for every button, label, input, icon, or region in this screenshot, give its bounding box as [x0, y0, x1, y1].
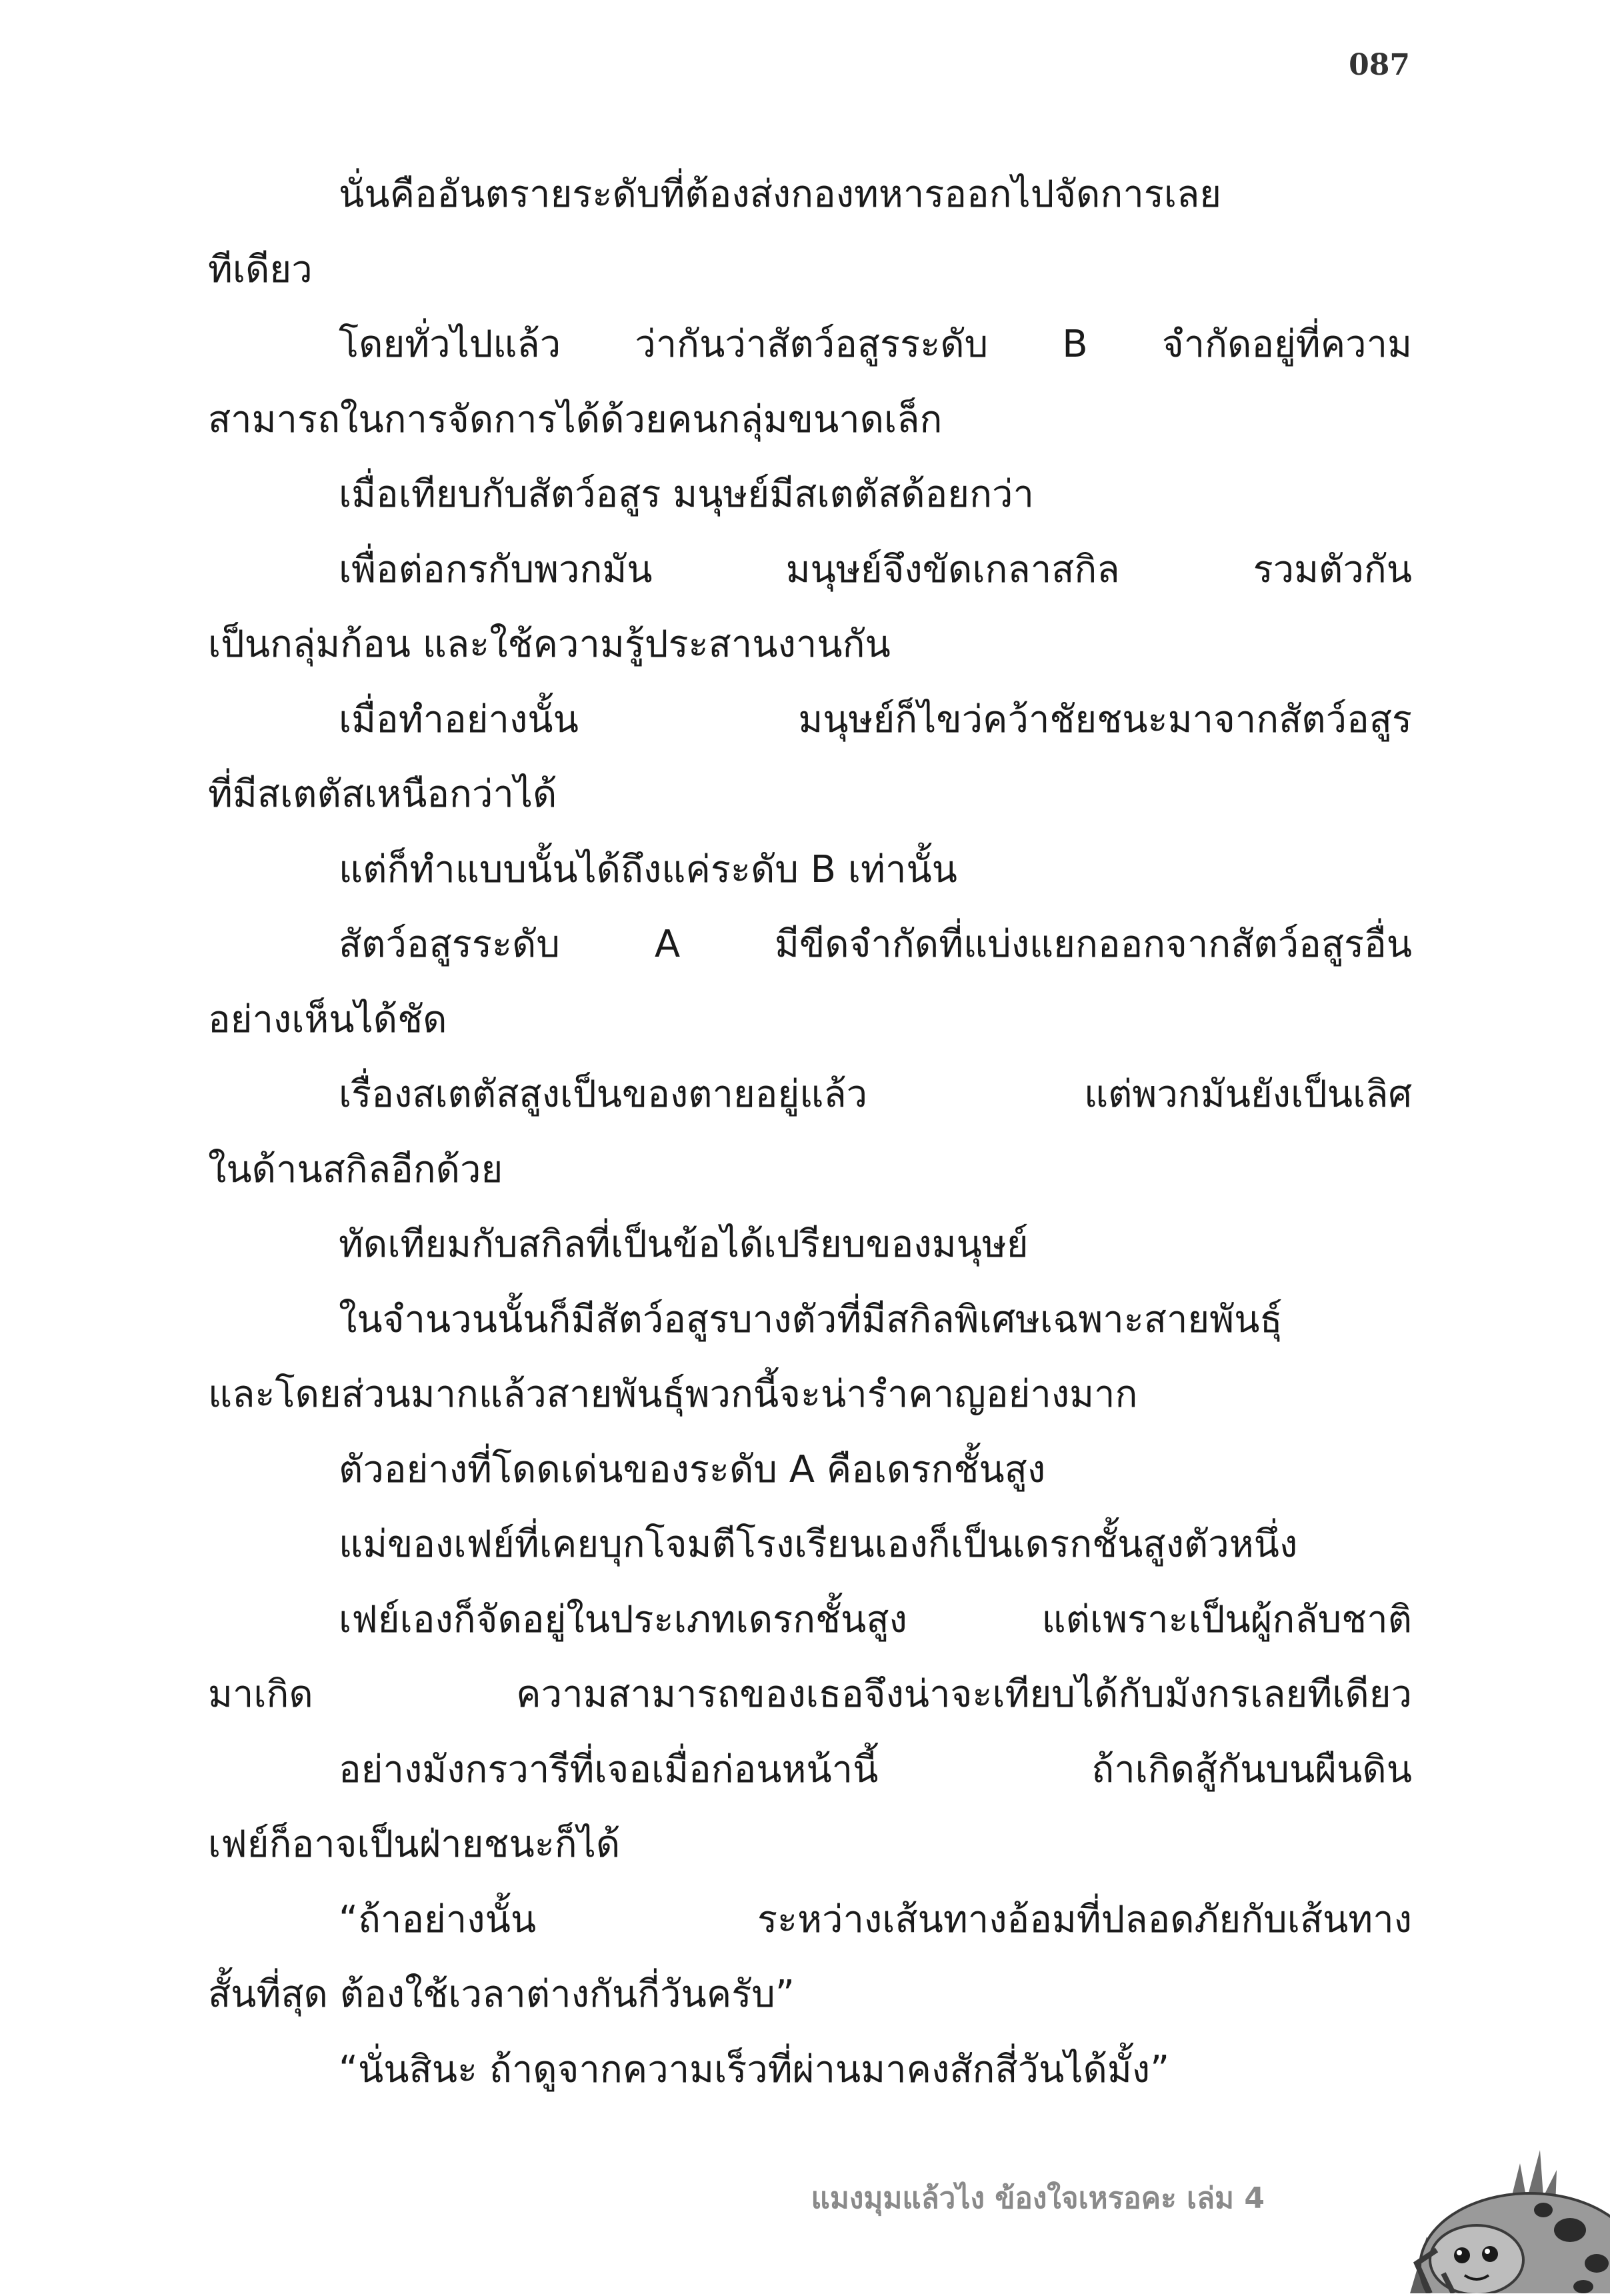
- text-line: ทีเดียว: [208, 247, 313, 291]
- text-line: โดยทั่วไปแล้ว ว่ากันว่าสัตว์อสูรระดับ B จำกัดอยู่ที่ความ: [339, 323, 1412, 366]
- text-line: “ถ้าอย่างนั้น ระหว่างเส้นทางอ้อมที่ปลอดภัยกับเส้นทาง: [339, 1897, 1412, 1941]
- mascot-icon: [1390, 2123, 1610, 2293]
- text-line: มาเกิด ความสามารถของเธอจึงน่าจะเทียบได้กับมังกรเลยทีเดียว: [208, 1673, 1412, 1716]
- text-line: ที่มีสเตตัสเหนือกว่าได้: [208, 773, 557, 816]
- text-line: อย่างเห็นได้ชัด: [208, 997, 447, 1041]
- text-line: เพื่อต่อกรกับพวกมัน มนุษย์จึงขัดเกลาสกิล รวมตัวกัน: [339, 547, 1412, 591]
- text-line: สัตว์อสูรระดับ A มีขีดจำกัดที่แบ่งแยกออกจากสัตว์อสูรอื่น: [339, 923, 1412, 966]
- text-line: นั่นคืออันตรายระดับที่ต้องส่งกองทหารออกไปจัดการเลย: [339, 173, 1222, 216]
- footer-book-title: แมงมุมแล้วไง ข้องใจเหรอคะ เล่ม 4: [811, 2181, 1265, 2215]
- text-line: ทัดเทียมกับสกิลที่เป็นข้อได้เปรียบของมนุษย์: [339, 1223, 1029, 1266]
- body-text: [208, 157, 1412, 2107]
- text-line: สั้นที่สุด ต้องใช้เวลาต่างกันกี่วันครับ”: [208, 1973, 795, 2016]
- text-line: เมื่อทำอย่างนั้น มนุษย์ก็ไขว่คว้าชัยชนะมาจากสัตว์อสูร: [339, 697, 1412, 741]
- text-line: แม่ของเฟย์ที่เคยบุกโจมตีโรงเรียนเองก็เป็นเดรกชั้นสูงตัวหนึ่ง: [339, 1523, 1298, 1566]
- text-line: แต่ก็ทำแบบนั้นได้ถึงแค่ระดับ B เท่านั้น: [339, 847, 957, 891]
- text-line: เฟย์เองก็จัดอยู่ในประเภทเดรกชั้นสูง แต่เพราะเป็นผู้กลับชาติ: [339, 1597, 1412, 1641]
- page-number: 087: [1349, 48, 1410, 82]
- text-line: และโดยส่วนมากแล้วสายพันธุ์พวกนี้จะน่ารำคาญอย่างมาก: [208, 1373, 1138, 1416]
- text-line: สามารถในการจัดการได้ด้วยคนกลุ่มขนาดเล็ก: [208, 397, 943, 441]
- text-line: ในด้านสกิลอีกด้วย: [208, 1147, 503, 1191]
- text-line: เฟย์ก็อาจเป็นฝ่ายชนะก็ได้: [208, 1823, 621, 1866]
- text-line: ในจำนวนนั้นก็มีสัตว์อสูรบางตัวที่มีสกิลพิเศษเฉพาะสายพันธุ์: [339, 1297, 1283, 1341]
- text-line: ตัวอย่างที่โดดเด่นของระดับ A คือเดรกชั้นสูง: [339, 1447, 1046, 1491]
- text-line: “นั่นสินะ ถ้าดูจากความเร็วที่ผ่านมาคงสักสี่วันได้มั้ง”: [339, 2047, 1170, 2091]
- text-line: เมื่อเทียบกับสัตว์อสูร มนุษย์มีสเตตัสด้อยกว่า: [339, 473, 1034, 516]
- text-line: เป็นกลุ่มก้อน และใช้ความรู้ประสานงานกัน: [208, 623, 891, 666]
- text-line: เรื่องสเตตัสสูงเป็นของตายอยู่แล้ว แต่พวกมันยังเป็นเลิศ: [339, 1073, 1412, 1116]
- text-line: อย่างมังกรวารีที่เจอเมื่อก่อนหน้านี้ ถ้าเกิดสู้กันบนผืนดิน: [339, 1747, 1412, 1791]
